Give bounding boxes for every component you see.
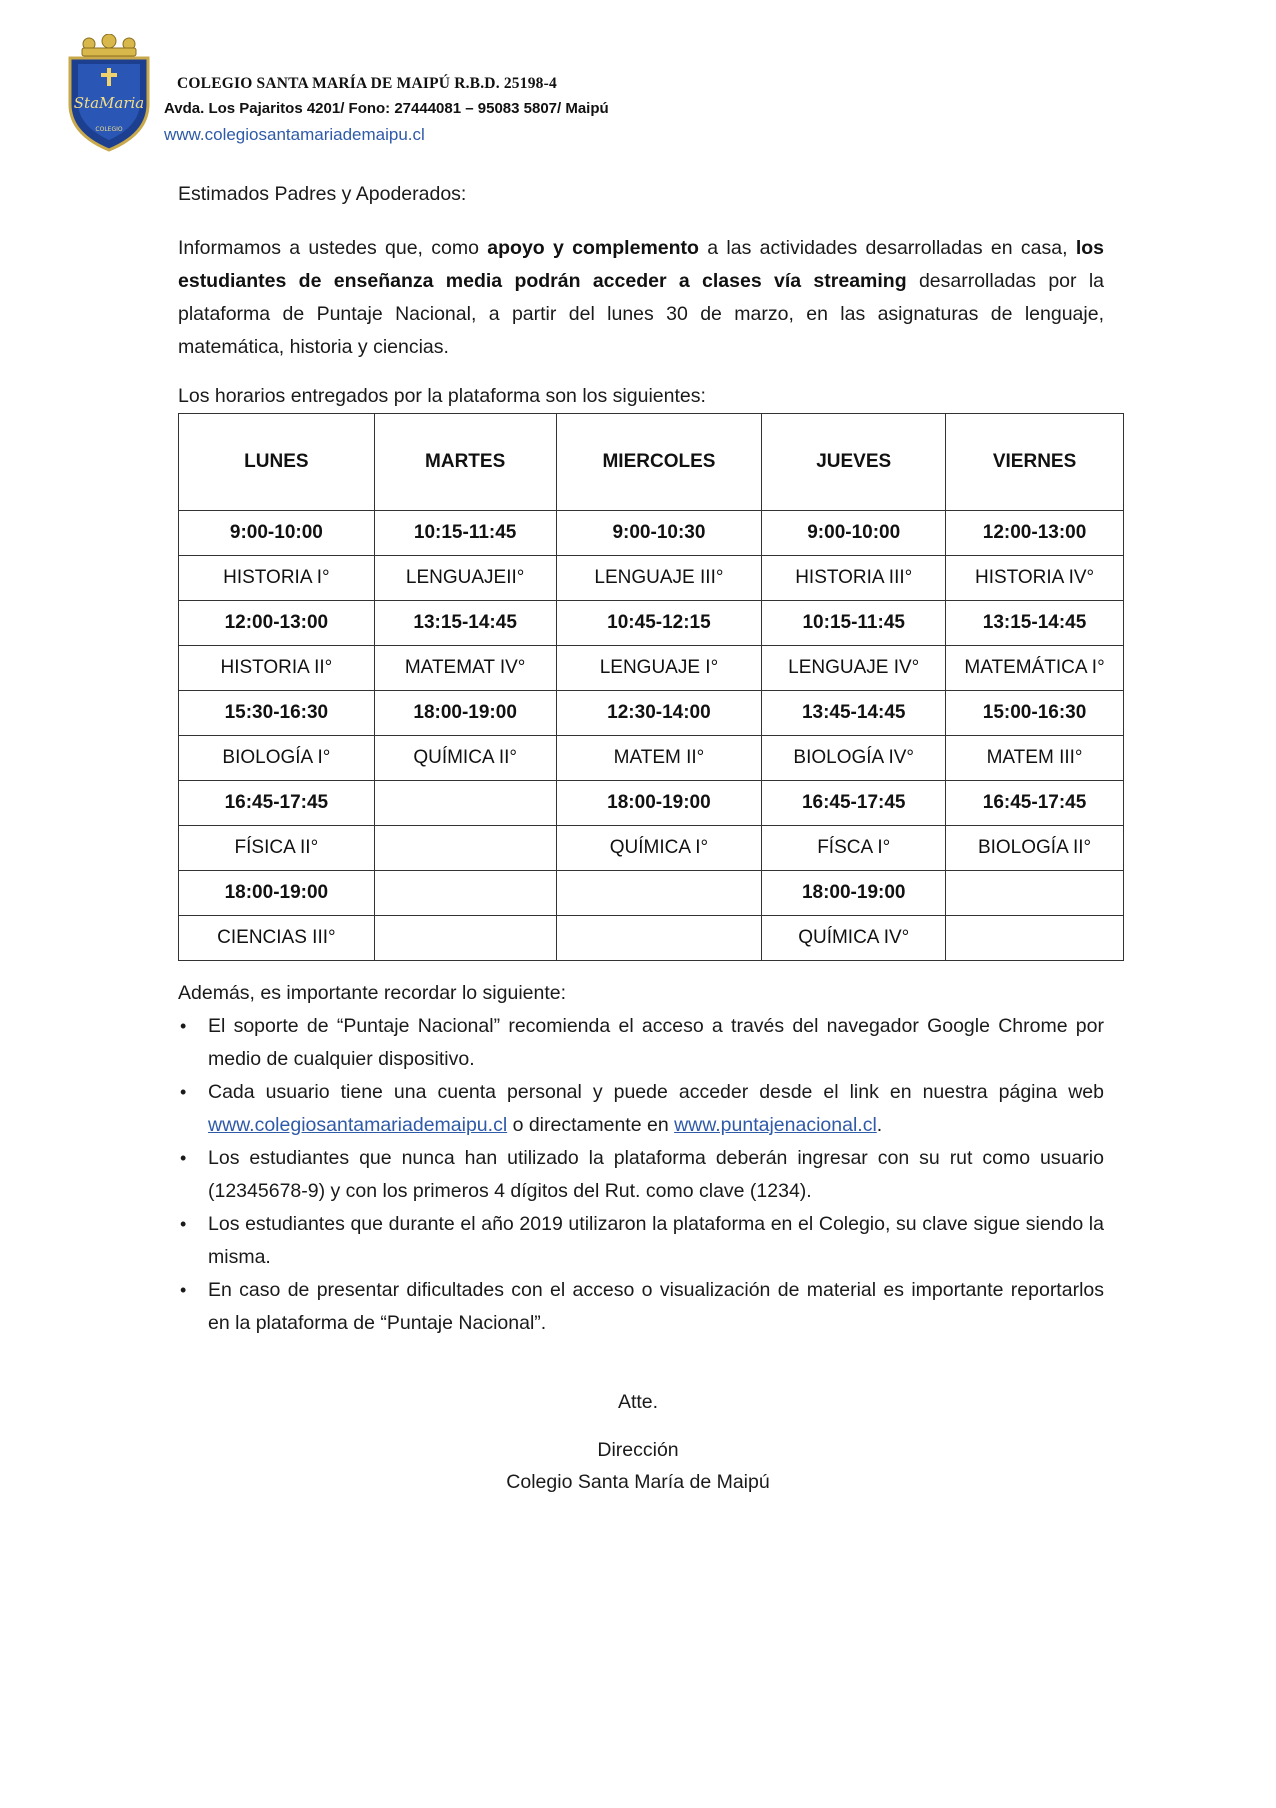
time-cell: 16:45-17:45 <box>762 781 946 826</box>
time-cell: 16:45-17:45 <box>946 781 1124 826</box>
subject-cell: MATEM III° <box>946 736 1124 781</box>
school-address: Avda. Los Pajaritos 4201/ Fono: 27444081 – 95083 5807/ Maipú <box>164 100 609 117</box>
day-header: JUEVES <box>762 414 946 511</box>
subject-cell: HISTORIA III° <box>762 556 946 601</box>
time-cell: 15:30-16:30 <box>179 691 375 736</box>
list-item: • Los estudiantes que nunca han utilizado la plataforma deberán ingresar con su rut como usuario (12345678-9) y con los primeros 4 dígitos del Rut. como clave (1234). <box>178 1142 1104 1208</box>
subject-cell: MATEM II° <box>556 736 762 781</box>
subject-cell: FÍSCA I° <box>762 826 946 871</box>
list-item: • Los estudiantes que durante el año 2019 utilizaron la plataforma en el Colegio, su clave sigue siendo la misma. <box>178 1208 1104 1274</box>
subject-cell: QUÍMICA I° <box>556 826 762 871</box>
subject-cell: FÍSICA II° <box>179 826 375 871</box>
table-row <box>179 601 1124 646</box>
puntaje-nacional-link[interactable]: www.puntajenacional.cl <box>674 1114 877 1136</box>
schedule-header-row <box>179 414 1124 511</box>
school-website-link[interactable]: www.colegiosantamariademaipu.cl <box>164 125 425 144</box>
intro-bold-2: los estudiantes de enseñanza media podrán acceder a clases vía streaming <box>178 237 1105 292</box>
subject-cell: MATEMAT IV° <box>374 646 556 691</box>
list-item: • El soporte de “Puntaje Nacional” recomienda el acceso a través del navegador Google Chrome por medio de cualquier dispositivo. <box>178 1010 1104 1076</box>
subject-cell: BIOLOGÍA I° <box>179 736 375 781</box>
subject-cell: BIOLOGÍA II° <box>946 826 1124 871</box>
time-cell: 12:30-14:00 <box>556 691 762 736</box>
table-row <box>179 916 1124 961</box>
time-cell <box>946 871 1124 916</box>
subject-cell: CIENCIAS III° <box>179 916 375 961</box>
time-cell: 9:00-10:00 <box>762 511 946 556</box>
subject-cell: LENGUAJE I° <box>556 646 762 691</box>
schedule-table <box>178 413 1124 961</box>
subject-cell: LENGUAJE III° <box>556 556 762 601</box>
time-cell: 12:00-13:00 <box>179 601 375 646</box>
time-cell: 13:15-14:45 <box>374 601 556 646</box>
crest-subtext: COLEGIO <box>95 126 123 133</box>
subject-cell: HISTORIA II° <box>179 646 375 691</box>
subject-cell: QUÍMICA II° <box>374 736 556 781</box>
school-name: COLEGIO SANTA MARÍA DE MAIPÚ R.B.D. 25198-4 <box>177 75 557 92</box>
subject-cell <box>374 916 556 961</box>
subject-cell: LENGUAJEII° <box>374 556 556 601</box>
time-cell <box>374 871 556 916</box>
crest-text: StaMaria <box>73 94 145 112</box>
intro-paragraph: Informamos a ustedes que, como apoyo y complemento a las actividades desarrolladas en casa, los estudiantes de enseñanza media podrán acceder a clases vía streaming desarrolladas por la plataforma de Puntaje Nacional, a partir del lunes 30 de marzo, en las asignaturas de lenguaje, matemática, historia y ciencias. <box>178 237 1105 358</box>
signature-org: Colegio Santa María de Maipú <box>506 1471 770 1493</box>
time-cell <box>556 871 762 916</box>
list-item: • Cada usuario tiene una cuenta personal y puede acceder desde el link en nuestra página web www.colegiosantamariademaipu.cl o directamente en www.puntajenacional.cl. <box>178 1076 1104 1142</box>
bullet-icon: • <box>180 1280 187 1300</box>
bullet-icon: • <box>180 1148 187 1168</box>
table-row <box>179 871 1124 916</box>
subject-cell: BIOLOGÍA IV° <box>762 736 946 781</box>
time-cell: 10:45-12:15 <box>556 601 762 646</box>
subject-cell <box>556 916 762 961</box>
time-cell: 13:15-14:45 <box>946 601 1124 646</box>
closing-atte: Atte. <box>617 1391 659 1413</box>
bullet-icon: • <box>180 1082 187 1102</box>
table-row <box>179 736 1124 781</box>
school-website-link-inline[interactable]: www.colegiosantamariademaipu.cl <box>208 1114 508 1136</box>
time-cell: 18:00-19:00 <box>179 871 375 916</box>
subject-cell: LENGUAJE IV° <box>762 646 946 691</box>
subject-cell: HISTORIA I° <box>179 556 375 601</box>
subject-cell <box>374 826 556 871</box>
day-header: MIERCOLES <box>556 414 762 511</box>
time-cell <box>374 781 556 826</box>
time-cell: 13:45-14:45 <box>762 691 946 736</box>
time-cell: 10:15-11:45 <box>374 511 556 556</box>
day-header: LUNES <box>179 414 375 511</box>
schedule-intro: Los horarios entregados por la plataforma son los siguientes: <box>178 385 706 407</box>
bullet-icon: • <box>180 1016 187 1036</box>
bullet-icon: • <box>180 1214 187 1234</box>
table-row <box>179 781 1124 826</box>
notes-list <box>178 1010 1104 1340</box>
time-cell: 18:00-19:00 <box>374 691 556 736</box>
intro-bold-1: apoyo y complemento <box>487 237 699 259</box>
school-crest-logo <box>64 34 154 154</box>
time-cell: 9:00-10:30 <box>556 511 762 556</box>
time-cell: 10:15-11:45 <box>762 601 946 646</box>
table-row <box>179 826 1124 871</box>
day-header: MARTES <box>374 414 556 511</box>
table-row <box>179 646 1124 691</box>
list-item: • En caso de presentar dificultades con el acceso o visualización de material es importante reportarlos en la plataforma de “Puntaje Nacional”. <box>178 1274 1104 1340</box>
time-cell: 18:00-19:00 <box>762 871 946 916</box>
table-row <box>179 691 1124 736</box>
subject-cell <box>946 916 1124 961</box>
time-cell: 15:00-16:30 <box>946 691 1124 736</box>
time-cell: 9:00-10:00 <box>179 511 375 556</box>
subject-cell: HISTORIA IV° <box>946 556 1124 601</box>
table-row <box>179 556 1124 601</box>
greeting: Estimados Padres y Apoderados: <box>178 183 467 205</box>
subject-cell: QUÍMICA IV° <box>762 916 946 961</box>
time-cell: 18:00-19:00 <box>556 781 762 826</box>
table-row <box>179 511 1124 556</box>
signature-title: Dirección <box>597 1439 679 1461</box>
time-cell: 16:45-17:45 <box>179 781 375 826</box>
notes-intro: Además, es importante recordar lo siguiente: <box>178 982 567 1004</box>
subject-cell: MATEMÁTICA I° <box>946 646 1124 691</box>
time-cell: 12:00-13:00 <box>946 511 1124 556</box>
day-header: VIERNES <box>946 414 1124 511</box>
